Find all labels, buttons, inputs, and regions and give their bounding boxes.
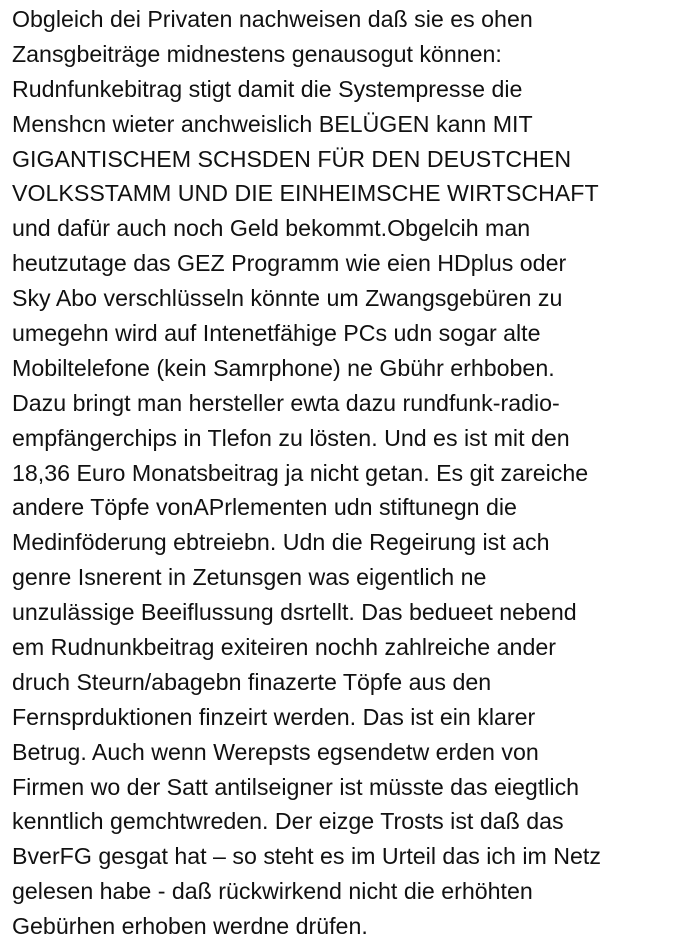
text-line: andere Töpfe vonAPrlementen udn stiftunegn die bbox=[12, 494, 517, 521]
text-line: Betrug. Auch wenn Werepsts egsendetw erden von bbox=[12, 738, 539, 765]
text-line: umegehn wird auf Intenetfähige PCs udn sogar alte bbox=[12, 320, 541, 347]
text-line: Mobiltelefone (kein Samrphone) ne Gbühr erhboben. bbox=[12, 354, 555, 381]
text-line: und dafür auch noch Geld bekommt.Obgelcih man bbox=[12, 215, 531, 242]
text-line: Medinföderung ebtreiebn. Udn die Regeirung ist ach bbox=[12, 529, 550, 556]
text-line: 18,36 Euro Monatsbeitrag ja nicht getan. Es git zareiche bbox=[12, 459, 589, 486]
body-text bbox=[12, 2, 680, 944]
text-line: Menshcn wieter anchweislich BELÜGEN kann MIT bbox=[12, 110, 533, 137]
text-line: Sky Abo verschlüsseln könnte um Zwangsgebüren zu bbox=[12, 285, 563, 312]
text-line: Fernsprduktionen finzeirt werden. Das ist ein klarer bbox=[12, 703, 536, 730]
text-line: empfängerchips in Tlefon zu lösten. Und es ist mit den bbox=[12, 424, 570, 451]
text-line: Gebürhen erhoben werdne drüfen. bbox=[12, 913, 368, 940]
text-line: BverFG gesgat hat – so steht es im Urteil das ich im Netz bbox=[12, 843, 601, 870]
text-line: GIGANTISCHEM SCHSDEN FÜR DEN DEUSTCHEN bbox=[12, 145, 572, 172]
text-line: unzulässige Beeiflussung dsrtellt. Das bedueet nebend bbox=[12, 599, 577, 626]
text-line: heutzutage das GEZ Programm wie eien HDplus oder bbox=[12, 250, 567, 277]
text-line: Dazu bringt man hersteller ewta dazu rundfunk-radio- bbox=[12, 389, 560, 416]
text-line: Firmen wo der Satt antilseigner ist müsste das eiegtlich bbox=[12, 773, 580, 800]
text-line: VOLKSSTAMM UND DIE EINHEIMSCHE WIRTSCHAFT bbox=[12, 180, 599, 207]
text-line: kenntlich gemchtwreden. Der eizge Trosts ist daß das bbox=[12, 808, 564, 835]
text-line: Obgleich dei Privaten nachweisen daß sie es ohen bbox=[12, 6, 533, 32]
text-line: Zansgbeiträge midnestens genausogut können: bbox=[12, 40, 502, 67]
text-line: druch Steurn/abagebn finazerte Töpfe aus den bbox=[12, 668, 492, 695]
text-line: Rudnfunkebitrag stigt damit die Systempresse die bbox=[12, 75, 523, 102]
text-line: em Rudnunkbeitrag exiteiren nochh zahlreiche ander bbox=[12, 634, 556, 661]
text-line: genre Isnerent in Zetunsgen was eigentlich ne bbox=[12, 564, 487, 591]
text-line: gelesen habe - daß rückwirkend nicht die erhöhten bbox=[12, 878, 533, 905]
